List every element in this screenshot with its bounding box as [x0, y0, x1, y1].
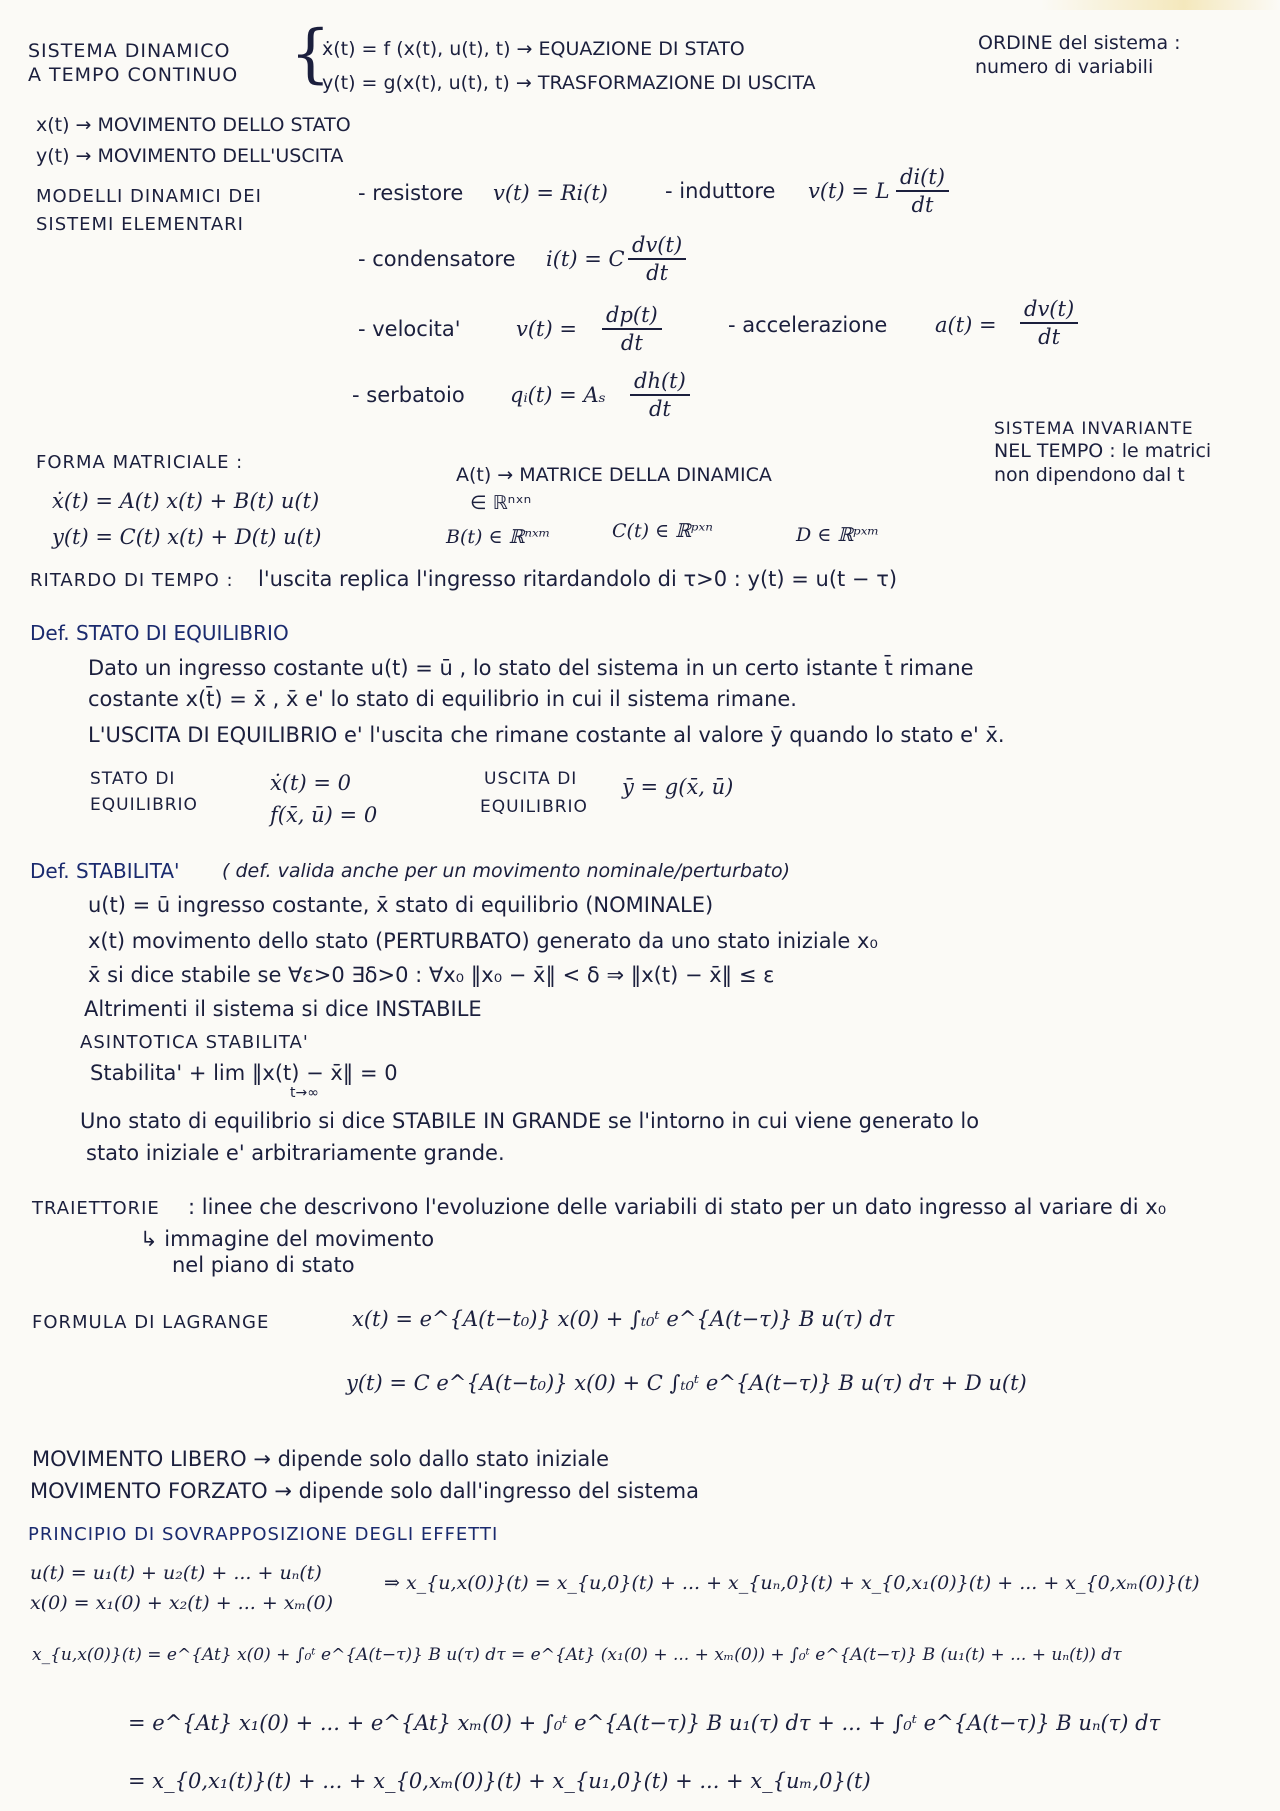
- acceleration-equation: a(t) =: [935, 313, 997, 337]
- equilibrium-state-condition-1: ẋ(t) = 0: [270, 771, 351, 795]
- equilibrium-state-label-1: STATO DI: [90, 769, 176, 789]
- equilibrium-state-condition-2: f(x̄, ū) = 0: [270, 803, 378, 827]
- asymptotic-stability-title: ASINTOTICA STABILITA': [80, 1032, 309, 1053]
- stability-line-4: Altrimenti il sistema si dice INSTABILE: [84, 997, 482, 1021]
- delay-description: l'uscita replica l'ingresso ritardandolo di τ>0 : y(t) = u(t − τ): [258, 567, 898, 591]
- state-movement-line: x(t) → MOVIMENTO DELLO STATO: [36, 114, 351, 136]
- resistor-equation: v(t) = Ri(t): [493, 181, 608, 205]
- feedthrough-matrix-dimension: D ∈ ℝᵖˣᵐ: [796, 524, 880, 546]
- trajectories-definition: : linee che descrivono l'evoluzione delle variabili di stato per un dato ingresso al variare di x₀: [188, 1195, 1167, 1219]
- acceleration-label: - accelerazione: [728, 313, 888, 337]
- capacitor-fraction: [628, 232, 686, 286]
- inductor-label: - induttore: [665, 179, 776, 203]
- order-note-line-1: ORDINE del sistema :: [978, 32, 1181, 54]
- inductor-fraction: [896, 164, 949, 218]
- trajectories-label: TRAIETTORIE: [32, 1198, 160, 1219]
- output-movement-line: y(t) → MOVIMENTO DELL'USCITA: [36, 145, 344, 167]
- equilibrium-output-label-1: USCITA DI: [484, 769, 578, 789]
- invariant-line-1: SISTEMA INVARIANTE: [994, 419, 1194, 439]
- delay-label: RITARDO DI TEMPO :: [30, 570, 234, 591]
- lagrange-output-formula: y(t) = C e^{A(t−t₀)} x(0) + C ∫ₜ₀ᵗ e^{A(t−τ)} B u(τ) dτ + D u(t): [346, 1371, 1027, 1395]
- velocity-fraction: [602, 302, 662, 356]
- superposition-state-sum: x(0) = x₁(0) + x₂(t) + ... + xₘ(0): [30, 1592, 334, 1614]
- superposition-implication: ⇒ x_{u,x(0)}(t) = x_{u,0}(t) + ... + x_{uₙ,0}(t) + x_{0,x₁(0)}(t) + ... + x_{0,xₘ(0)}(t): [384, 1572, 1200, 1594]
- output-matrix-dimension: C(t) ∈ ℝᵖˣⁿ: [612, 520, 713, 542]
- tank-fraction: [630, 368, 690, 422]
- velocity-denominator: dt: [620, 331, 643, 355]
- inductor-denominator: dt: [911, 193, 934, 217]
- superposition-derivation-line-1: x_{u,x(0)}(t) = e^{At} x(0) + ∫₀ᵗ e^{A(t−τ)} B u(τ) dτ = e^{At} (x₁(0) + ... + xₘ(0)) + ∫₀ᵗ e^{A(t−τ)} B (u₁(t) + ... + uₙ(t)) dτ: [32, 1645, 1122, 1665]
- superposition-derivation-line-2: = e^{At} x₁(0) + ... + e^{At} xₘ(0) + ∫₀ᵗ e^{A(t−τ)} B u₁(τ) dτ + ... + ∫₀ᵗ e^{A(t−τ)} B uₙ(τ) dτ: [128, 1711, 1161, 1735]
- models-title-line-2: SISTEMI ELEMENTARI: [36, 214, 244, 235]
- dynamics-matrix-dimension: ∈ ℝⁿˣⁿ: [470, 492, 532, 514]
- stability-line-3: x̄ si dice stabile se ∀ε>0 ∃δ>0 : ∀x₀ ‖x₀ − x̄‖ < δ ⇒ ‖x(t) − x̄‖ ≤ ε: [88, 963, 775, 987]
- state-equation: ẋ(t) = f (x(t), u(t), t) → EQUAZIONE DI STATO: [322, 38, 745, 60]
- dynamics-matrix-description: A(t) → MATRICE DELLA DINAMICA: [456, 464, 772, 486]
- section-title-line-2: A TEMPO CONTINUO: [28, 64, 239, 86]
- matrix-state-equation: ẋ(t) = A(t) x(t) + B(t) u(t): [52, 489, 320, 513]
- free-motion-line: MOVIMENTO LIBERO → dipende solo dallo stato iniziale: [32, 1447, 610, 1471]
- stability-line-2: x(t) movimento dello stato (PERTURBATO) generato da uno stato iniziale x₀: [88, 929, 878, 953]
- large-stability-line-2: stato iniziale e' arbitrariamente grande.: [86, 1141, 505, 1165]
- equilibrium-output-equation: ȳ = g(x̄, ū): [622, 775, 734, 799]
- velocity-numerator: dp(t): [602, 302, 662, 330]
- lagrange-state-formula: x(t) = e^{A(t−t₀)} x(0) + ∫ₜ₀ᵗ e^{A(t−τ)} B u(τ) dτ: [352, 1307, 895, 1331]
- velocity-label: - velocita': [358, 317, 461, 341]
- order-note-line-2: numero di variabili: [975, 56, 1154, 78]
- section-title-line-1: SISTEMA DINAMICO: [28, 40, 231, 62]
- inductor-equation: v(t) = L: [808, 179, 890, 203]
- equilibrium-line-3: L'USCITA DI EQUILIBRIO e' l'uscita che rimane costante al valore ȳ quando lo stato e' x̄.: [88, 723, 1005, 747]
- acceleration-denominator: dt: [1038, 325, 1061, 349]
- capacitor-equation: i(t) = C: [546, 247, 625, 271]
- asymptotic-stability-equation: Stabilita' + lim ‖x(t) − x̄‖ = 0: [90, 1061, 398, 1085]
- invariant-line-3: non dipendono dal t: [994, 464, 1185, 486]
- trajectories-sub-line-1: ↳ immagine del movimento: [140, 1227, 435, 1251]
- lagrange-title: FORMULA DI LAGRANGE: [32, 1312, 270, 1333]
- forced-motion-line: MOVIMENTO FORZATO → dipende solo dall'ingresso del sistema: [30, 1479, 699, 1503]
- velocity-equation: v(t) =: [516, 317, 577, 341]
- equilibrium-output-label-2: EQUILIBRIO: [480, 797, 588, 817]
- models-title-line-1: MODELLI DINAMICI DEI: [36, 186, 262, 207]
- inductor-numerator: di(t): [896, 164, 949, 192]
- asymptotic-limit-subscript: t→∞: [290, 1085, 319, 1101]
- superposition-input-sum: u(t) = u₁(t) + u₂(t) + ... + uₙ(t): [30, 1562, 322, 1584]
- paper-smudge: [1040, 0, 1280, 10]
- matrix-output-equation: y(t) = C(t) x(t) + D(t) u(t): [52, 525, 322, 549]
- equilibrium-line-1: Dato un ingresso costante u(t) = ū , lo stato del sistema in un certo istante t̄ rimane: [88, 656, 974, 680]
- tank-numerator: dh(t): [630, 368, 690, 396]
- capacitor-denominator: dt: [646, 261, 669, 285]
- superposition-derivation-line-3: = x_{0,x₁(t)}(t) + ... + x_{0,xₘ(0)}(t) + x_{u₁,0}(t) + ... + x_{uₘ,0}(t): [128, 1769, 871, 1793]
- matrix-form-title: FORMA MATRICIALE :: [36, 452, 244, 473]
- capacitor-numerator: dv(t): [628, 232, 686, 260]
- capacitor-label: - condensatore: [358, 247, 516, 271]
- output-equation: y(t) = g(x(t), u(t), t) → TRASFORMAZIONE DI USCITA: [322, 72, 816, 94]
- equilibrium-line-2: costante x(t̄) = x̄ , x̄ e' lo stato di equilibrio in cui il sistema rimane.: [88, 687, 797, 711]
- system-brace: {: [290, 17, 331, 91]
- stability-line-1: u(t) = ū ingresso costante, x̄ stato di equilibrio (NOMINALE): [88, 893, 714, 917]
- equilibrium-title: Def. STATO DI EQUILIBRIO: [30, 621, 289, 645]
- input-matrix-dimension: B(t) ∈ ℝⁿˣᵐ: [446, 526, 551, 548]
- large-stability-line-1: Uno stato di equilibrio si dice STABILE IN GRANDE se l'intorno in cui viene generato lo: [80, 1109, 980, 1133]
- trajectories-sub-line-2: nel piano di stato: [172, 1253, 355, 1277]
- acceleration-numerator: dv(t): [1020, 296, 1078, 324]
- invariant-line-2: NEL TEMPO : le matrici: [994, 440, 1212, 462]
- resistor-label: - resistore: [358, 181, 464, 205]
- superposition-title: PRINCIPIO DI SOVRAPPOSIZIONE DEGLI EFFETTI: [28, 1524, 499, 1545]
- tank-equation: qᵢ(t) = Aₛ: [510, 383, 606, 407]
- stability-title: Def. STABILITA': [30, 859, 180, 883]
- stability-note: ( def. valida anche per un movimento nominale/perturbato): [222, 860, 791, 882]
- tank-denominator: dt: [648, 397, 671, 421]
- equilibrium-state-label-2: EQUILIBRIO: [90, 795, 198, 815]
- tank-label: - serbatoio: [352, 383, 465, 407]
- acceleration-fraction: [1020, 296, 1078, 350]
